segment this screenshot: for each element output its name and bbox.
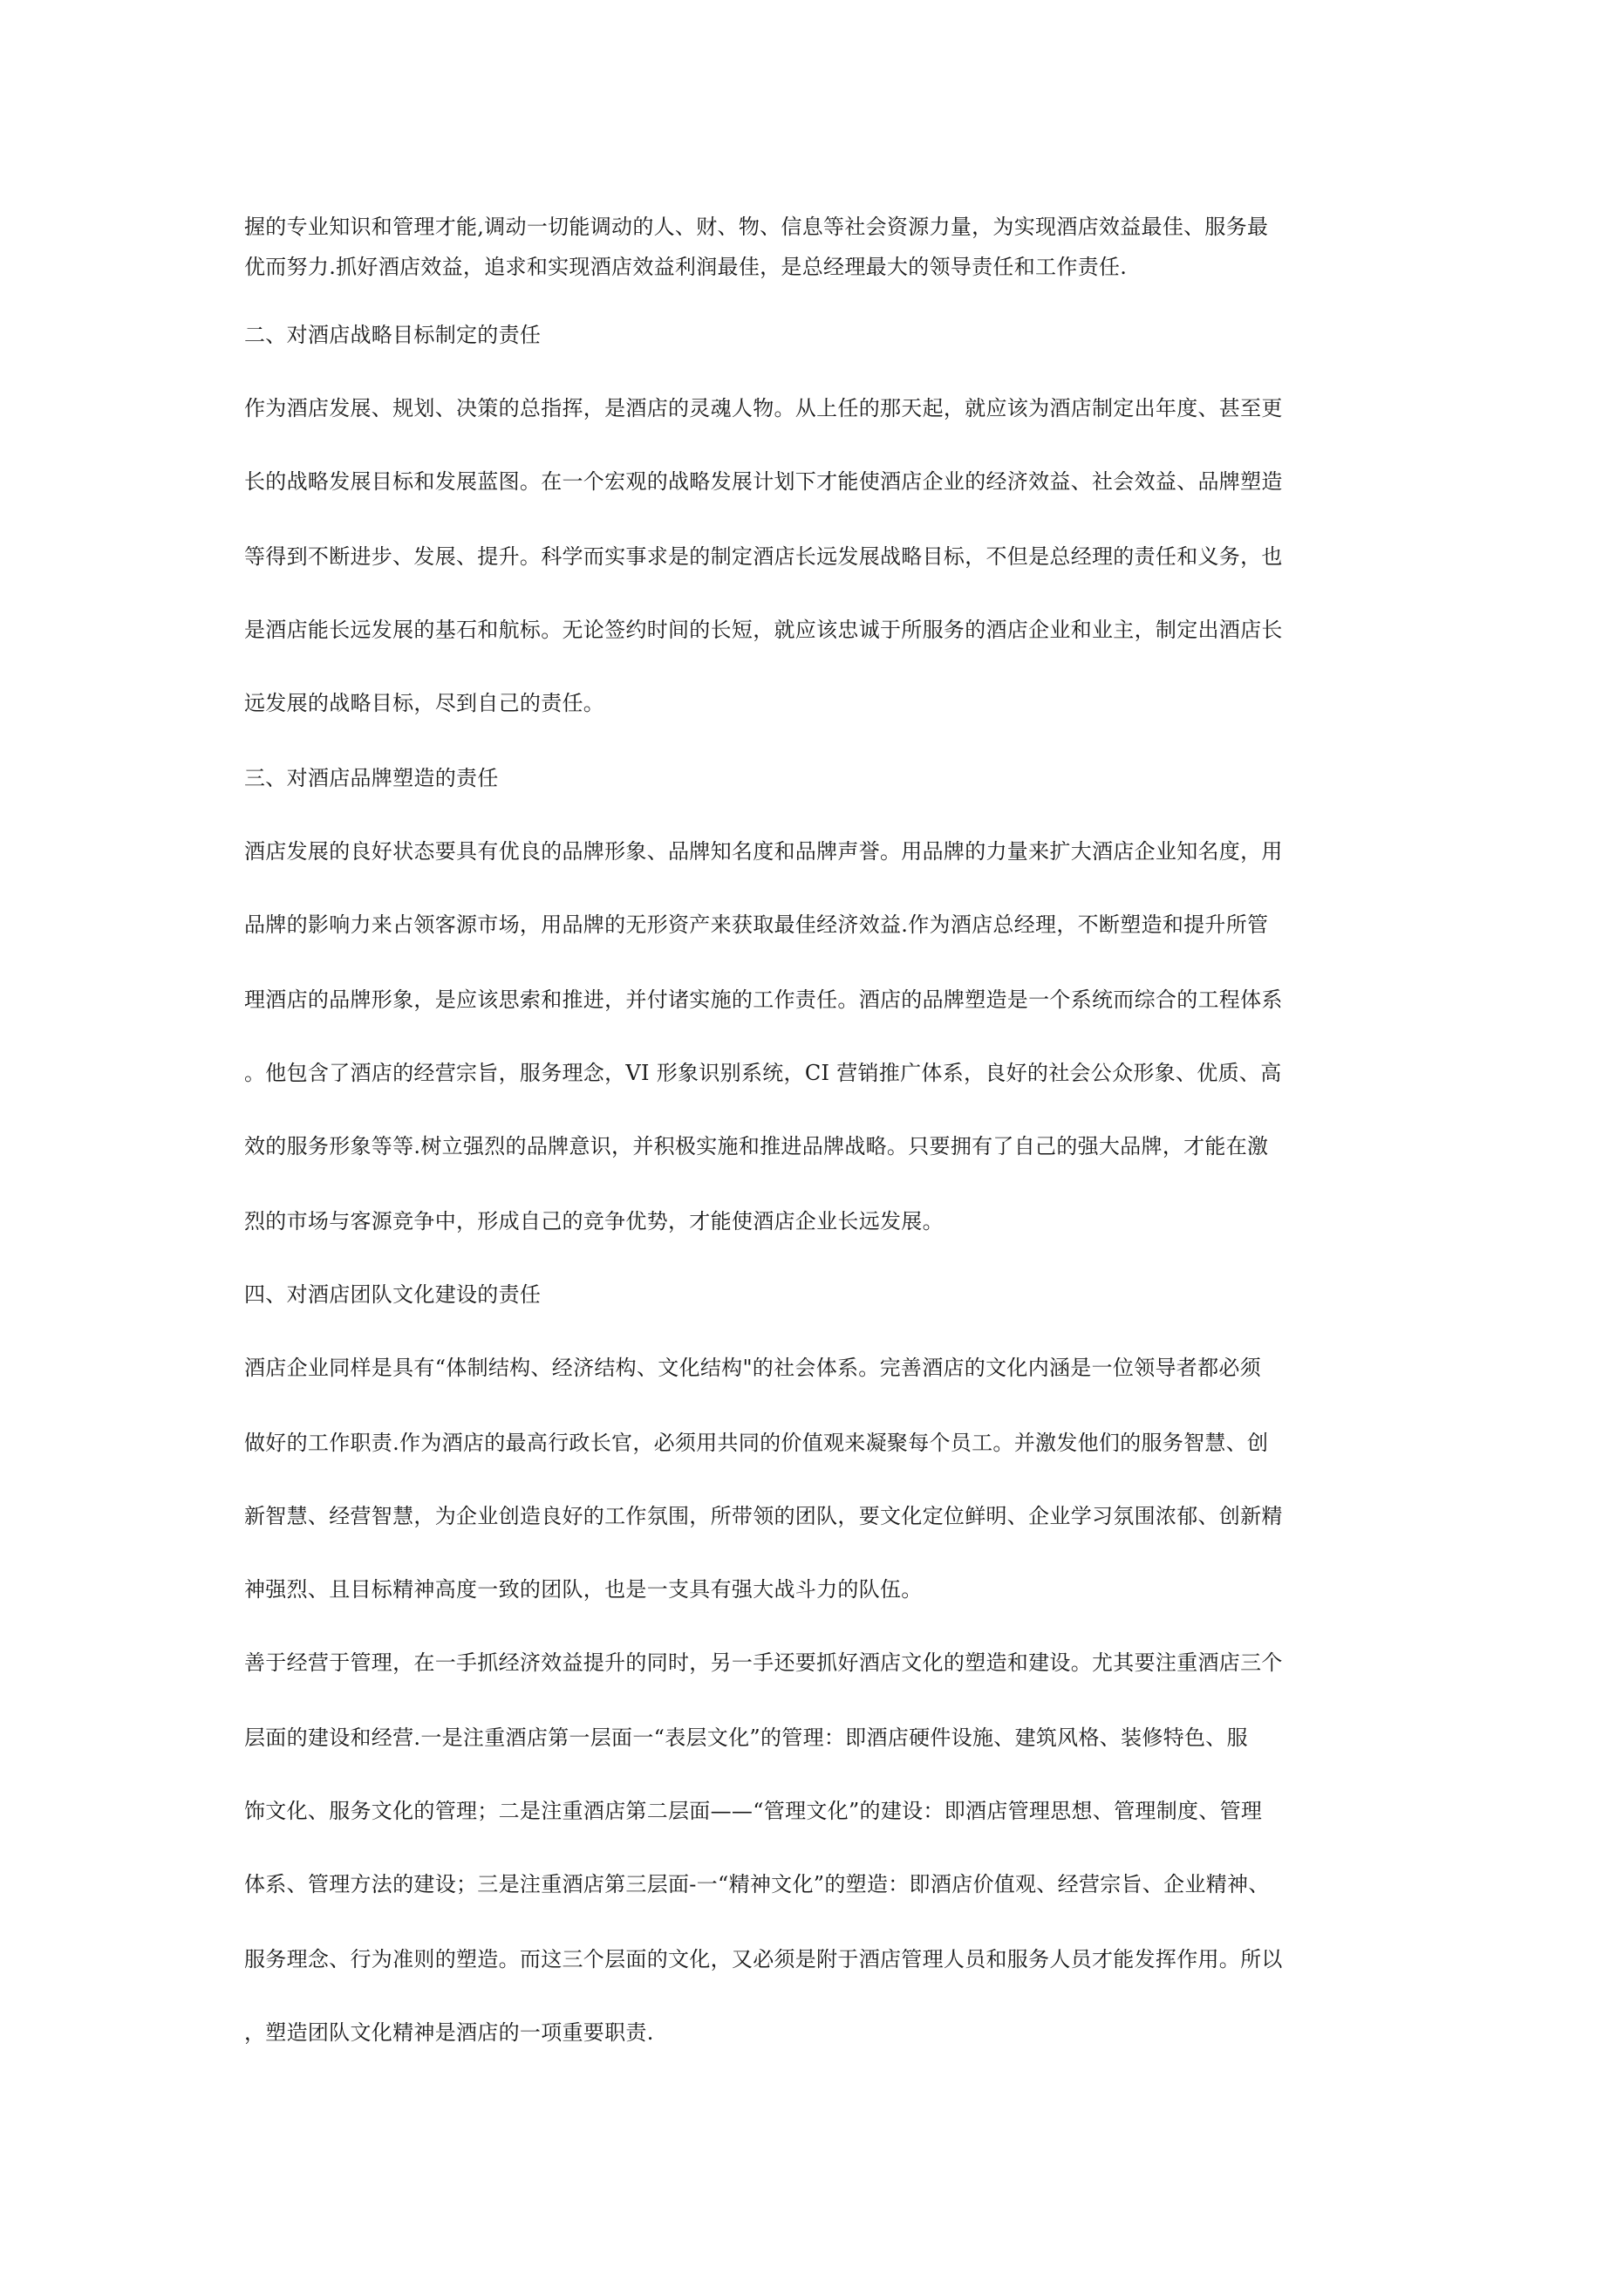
section-heading: 四、对酒店团队文化建设的责任 (244, 1282, 542, 1307)
paragraph-line: 神强烈、且目标精神高度一致的团队，也是一支具有强大战斗力的队伍。 (244, 1577, 923, 1602)
paragraph-line: 效的服务形象等等.树立强烈的品牌意识，并积极实施和推进品牌战略。只要拥有了自己的强大品牌，才能在激 (244, 1134, 1269, 1158)
paragraph-line: 饰文化、服务文化的管理；二是注重酒店第二层面——“管理文化”的建设：即酒店管理思想、管理制度、管理 (244, 1799, 1263, 1823)
section-heading: 二、对酒店战略目标制定的责任 (244, 323, 542, 347)
paragraph-line: ，塑造团队文化精神是酒店的一项重要职责. (244, 2020, 654, 2045)
paragraph-line: 品牌的影响力来占领客源市场，用品牌的无形资产来获取最佳经济效益.作为酒店总经理，不断塑造和提升所管 (244, 912, 1269, 937)
paragraph-line: 是酒店能长远发展的基石和航标。无论签约时间的长短，就应该忠诚于所服务的酒店企业和业主，制定出酒店长 (244, 618, 1283, 642)
paragraph-line: 作为酒店发展、规划、决策的总指挥，是酒店的灵魂人物。从上任的那天起，就应该为酒店制定出年度、甚至更 (244, 396, 1283, 420)
paragraph-line: 长的战略发展目标和发展蓝图。在一个宏观的战略发展计划下才能使酒店企业的经济效益、社会效益、品牌塑造 (244, 469, 1283, 494)
paragraph-line: 。他包含了酒店的经营宗旨，服务理念，VI 形象识别系统，CI 营销推广体系，良好的社会公众形象、优质、高 (244, 1061, 1282, 1085)
paragraph-line: 善于经营于管理，在一手抓经济效益提升的同时，另一手还要抓好酒店文化的塑造和建设。尤其要注重酒店三个 (244, 1650, 1283, 1675)
paragraph-line: 烈的市场与客源竞争中，形成自己的竞争优势，才能使酒店企业长远发展。 (244, 1209, 944, 1233)
paragraph-line: 新智慧、经营智慧，为企业创造良好的工作氛围，所带领的团队，要文化定位鲜明、企业学习氛围浓郁、创新精 (244, 1504, 1283, 1528)
paragraph-line: 等得到不断进步、发展、提升。科学而实事求是的制定酒店长远发展战略目标，不但是总经理的责任和义务，也 (244, 544, 1283, 569)
paragraph-line: 远发展的战略目标，尽到自己的责任。 (244, 691, 605, 715)
paragraph-line: 优而努力.抓好酒店效益，追求和实现酒店效益利润最佳，是总经理最大的领导责任和工作责任. (244, 255, 1128, 279)
paragraph-line: 握的专业知识和管理才能,调动一切能调动的人、财、物、信息等社会资源力量，为实现酒店效益最佳、服务最 (244, 215, 1269, 239)
paragraph-line: 酒店发展的良好状态要具有优良的品牌形象、品牌知名度和品牌声誉。用品牌的力量来扩大酒店企业知名度，用 (244, 839, 1283, 864)
paragraph-line: 理酒店的品牌形象，是应该思索和推进，并付诸实施的工作责任。酒店的品牌塑造是一个系统而综合的工程体系 (244, 987, 1283, 1012)
paragraph-line: 酒店企业同样是具有“体制结构、经济结构、文化结构"的社会体系。完善酒店的文化内涵是一位领导者都必须 (244, 1356, 1262, 1380)
paragraph-line: 体系、管理方法的建设；三是注重酒店第三层面-一“精神文化”的塑造：即酒店价值观、经营宗旨、企业精神、 (244, 1872, 1270, 1896)
paragraph-line: 服务理念、行为准则的塑造。而这三个层面的文化，又必须是附于酒店管理人员和服务人员才能发挥作用。所以 (244, 1947, 1283, 1971)
paragraph-line: 层面的建设和经营.一是注重酒店第一层面一“表层文化”的管理：即酒店硬件设施、建筑风格、装修特色、服 (244, 1725, 1248, 1750)
paragraph-line: 做好的工作职责.作为酒店的最高行政长官，必须用共同的价值观来凝聚每个员工。并激发他们的服务智慧、创 (244, 1431, 1269, 1455)
section-heading: 三、对酒店品牌塑造的责任 (244, 766, 499, 790)
